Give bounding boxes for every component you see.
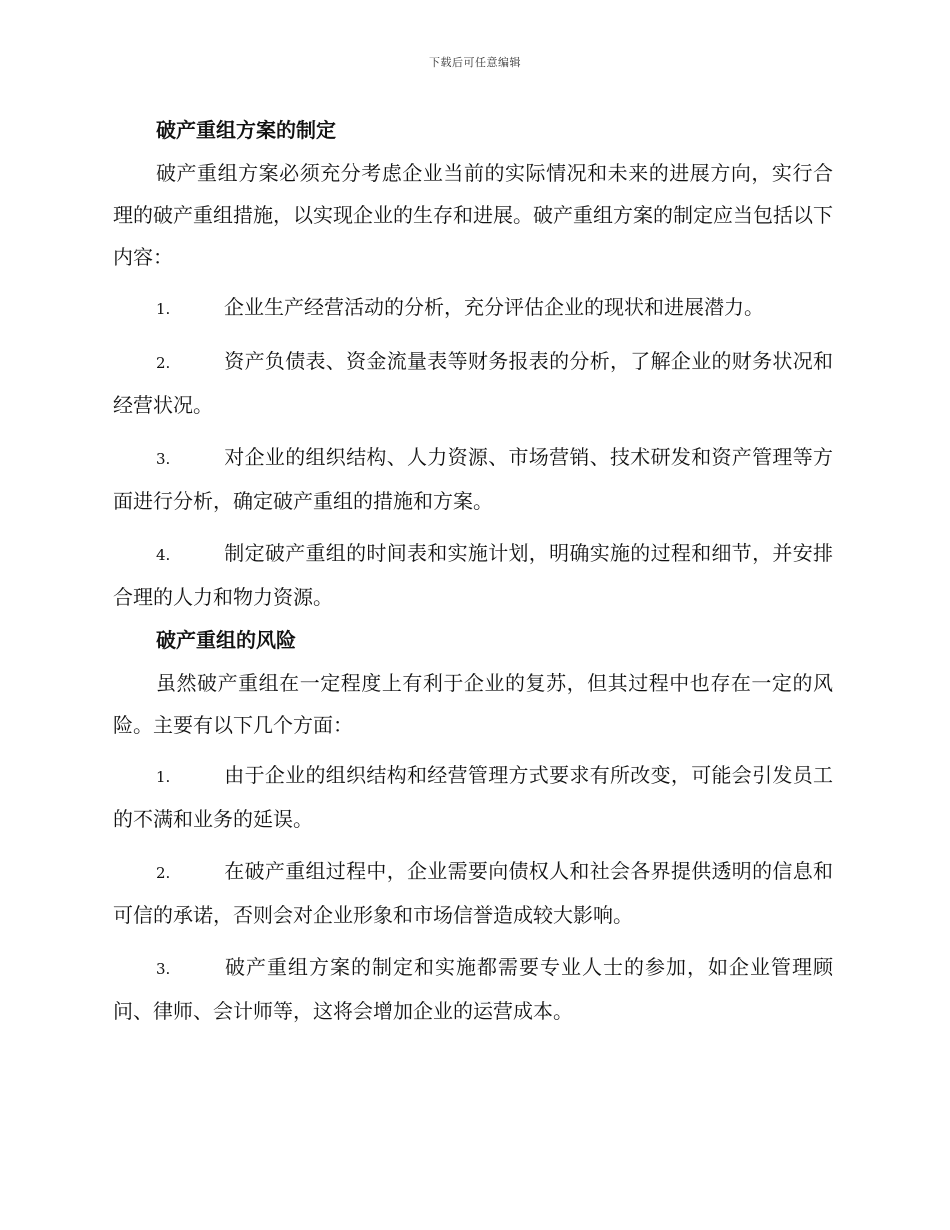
section-reorganization-risks <box>113 628 833 1032</box>
list-item-text: 在破产重组过程中，企业需要向债权人和社会各界提供透明的信息和可信的承诺，否则会对企业形象和市场信誉造成较大影响。 <box>113 859 833 927</box>
list-item-text: 由于企业的组织结构和经营管理方式要求有所改变，可能会引发员工的不满和业务的延误。 <box>113 763 833 831</box>
list-item-text: 企业生产经营活动的分析，充分评估企业的现状和进展潜力。 <box>224 295 764 319</box>
list-item-number: 4. <box>156 546 171 564</box>
list-item-number: 3. <box>156 450 171 468</box>
page-header-note: 下载后可任意编辑 <box>429 56 521 69</box>
list-item <box>113 850 833 936</box>
list-item <box>113 946 833 1032</box>
list-item <box>113 340 833 426</box>
list-item-text: 破产重组方案的制定和实施都需要专业人士的参加，如企业管理顾问、律师、会计师等，这将会增加企业的运营成本。 <box>113 955 833 1023</box>
list-item-text: 对企业的组织结构、人力资源、市场营销、技术研发和资产管理等方面进行分析，确定破产重组的措施和方案。 <box>113 445 833 513</box>
section-heading: 破产重组的风险 <box>156 628 296 652</box>
list-item-number: 2. <box>156 354 171 372</box>
list-item-number: 2. <box>156 864 171 882</box>
section-heading: 破产重组方案的制定 <box>156 118 336 142</box>
list-item <box>113 286 833 330</box>
list-item-number: 1. <box>156 768 171 786</box>
list-item <box>113 436 833 522</box>
list-item-text: 资产负债表、资金流量表等财务报表的分析，了解企业的财务状况和经营状况。 <box>113 349 833 417</box>
section-intro-paragraph: 破产重组方案必须充分考虑企业当前的实际情况和未来的进展方向，实行合理的破产重组措施，以实现企业的生存和进展。破产重组方案的制定应当包括以下内容： <box>113 161 833 269</box>
document-body <box>113 110 833 1042</box>
list-item <box>113 754 833 840</box>
list-item-number: 1. <box>156 300 171 318</box>
list-item-number: 3. <box>156 960 171 978</box>
list-item-text: 制定破产重组的时间表和实施计划，明确实施的过程和细节，并安排合理的人力和物力资源。 <box>113 541 833 609</box>
section-intro-paragraph: 虽然破产重组在一定程度上有利于企业的复苏，但其过程中也存在一定的风险。主要有以下几个方面： <box>113 671 833 737</box>
list-item <box>113 532 833 618</box>
section-reorganization-plan <box>113 118 833 618</box>
